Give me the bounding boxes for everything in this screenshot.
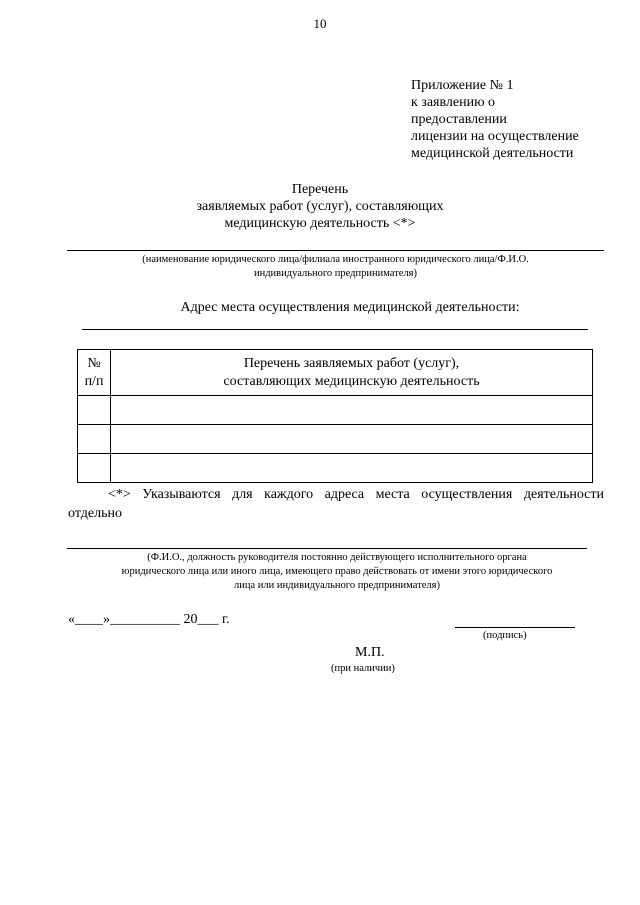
organization-name-line[interactable]: [67, 250, 604, 251]
page-number: 10: [313, 16, 327, 31]
address-line[interactable]: [82, 329, 588, 330]
document-title: [0, 181, 640, 232]
title-line: медицинскую деятельность <*>: [224, 216, 416, 231]
appendix-line: к заявлению о: [411, 95, 496, 110]
work-cell[interactable]: [111, 454, 593, 483]
organization-name-caption: (наименование юридического лица/филиала иностранного юридического лица/Ф.И.О. индивидуального предпринимателя): [142, 254, 529, 279]
table-header-row: [78, 350, 593, 396]
signatory-line[interactable]: [67, 548, 587, 549]
num-cell[interactable]: [78, 454, 111, 483]
stamp-label: М.П.: [355, 645, 385, 660]
signature-line[interactable]: [455, 627, 575, 628]
footnote: [68, 485, 604, 523]
footnote-line: отдельно: [68, 506, 122, 521]
table-row: [78, 425, 593, 454]
num-column-header: № п/п: [78, 350, 111, 396]
work-cell[interactable]: [111, 425, 593, 454]
appendix-line: предоставлении: [411, 112, 507, 127]
title-line: заявляемых работ (услуг), составляющих: [196, 199, 444, 214]
stamp-note: (при наличии): [331, 663, 395, 674]
works-table: [77, 349, 593, 483]
work-cell[interactable]: [111, 396, 593, 425]
signatory-caption: (Ф.И.О., должность руководителя постоянно действующего исполнительного органа юридического лица или иного лица, имеющего право действовать от имени этого юридического лица или индивидуального предпринимателя): [121, 552, 553, 591]
signature-caption: (подпись): [483, 630, 527, 641]
appendix-line: лицензии на осуществление: [411, 129, 579, 144]
num-cell[interactable]: [78, 396, 111, 425]
footnote-line: <*> Указываются для каждого адреса места осуществления деятельности: [108, 487, 604, 502]
table-row: [78, 454, 593, 483]
works-column-header: Перечень заявляемых работ (услуг), составляющих медицинскую деятельность: [111, 350, 593, 396]
num-cell[interactable]: [78, 425, 111, 454]
appendix-line: Приложение № 1: [411, 78, 514, 93]
address-label: Адрес места осуществления медицинской деятельности:: [180, 300, 520, 315]
table-row: [78, 396, 593, 425]
title-line: Перечень: [291, 182, 349, 197]
appendix-reference: [411, 77, 579, 162]
appendix-line: медицинской деятельности: [411, 146, 574, 161]
date-field[interactable]: «____»__________ 20___ г.: [68, 612, 230, 627]
